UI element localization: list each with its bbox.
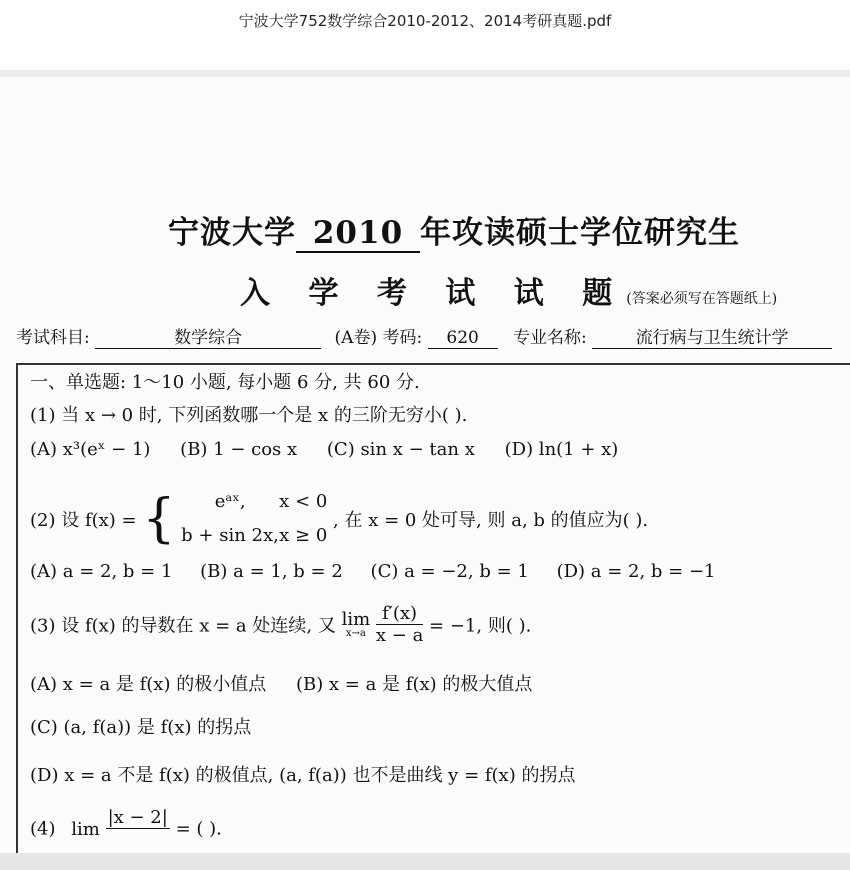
q2-option-d: (D) a = 2, b = −1: [556, 561, 716, 582]
header-suffix: 年攻读硕士学位研究生: [420, 215, 740, 251]
q2-prefix: (2) 设 f(x) =: [30, 510, 137, 532]
question-3-stem: [30, 603, 531, 646]
q2-suffix: , 在 x = 0 处可导, 则 a, b 的值应为( ).: [333, 510, 649, 532]
q1-option-d: (D) ln(1 + x): [504, 439, 619, 460]
q3-limit: lim x→a: [341, 608, 371, 639]
q3-prefix: (3) 设 f(x) 的导数在 x = a 处连续, 又: [30, 615, 336, 637]
university-name: 宁波大学: [168, 215, 296, 251]
question-2-stem: [30, 485, 648, 553]
question-1-options: [30, 439, 618, 460]
subtitle-note: (答案必须写在答题纸上): [626, 291, 778, 307]
q4-suffix: = ( ).: [175, 818, 222, 840]
pdf-page: [0, 77, 850, 853]
q4-fraction: |x − 2|: [107, 807, 168, 828]
q1-option-c: (C) sin x − tan x: [326, 439, 475, 460]
piecewise-cases: eᵃˣ, x < 0 b + sin 2x,x ≥ 0: [181, 491, 328, 547]
subject-value: 数学综合: [95, 323, 321, 349]
q1-option-b: (B) 1 − cos x: [180, 439, 298, 460]
q2-option-a: (A) a = 2, b = 1: [30, 561, 173, 582]
q2-option-c: (C) a = −2, b = 1: [370, 561, 529, 582]
question-3-option-row-1: [30, 670, 532, 696]
q3-option-d: (D) x = a 不是 f(x) 的极值点, (a, f(a)) 也不是曲线 y = f(x) 的拐点: [30, 765, 576, 786]
question-2-options: [30, 561, 716, 582]
major-value: 流行病与卫生统计学: [592, 323, 832, 349]
q4-limit: lim: [71, 818, 100, 840]
q3-option-a: (A) x = a 是 f(x) 的极小值点: [30, 674, 267, 695]
q3-suffix: = −1, 则( ).: [429, 615, 532, 637]
q3-fraction: $\frac{f'(x)}{x - a}$: [375, 603, 424, 646]
viewer-title-bar: [0, 0, 850, 70]
section-heading: 一、单选题: 1～10 小题, 每小题 6 分, 共 60 分.: [30, 372, 420, 393]
major-label: 专业名称:: [513, 328, 587, 348]
brace-glyph: {: [142, 489, 176, 550]
exam-subtitle: 入 学 考 试 试 题(答案必须写在答题纸上): [240, 276, 778, 311]
q4-prefix: (4): [30, 818, 56, 840]
q1-option-a: (A) x³(eˣ − 1): [30, 439, 151, 460]
viewer-footer-bar: [0, 853, 850, 870]
subject-label: 考试科目:: [16, 328, 90, 348]
exam-year: 2010: [296, 215, 420, 253]
q3-option-c: (C) (a, f(a)) 是 f(x) 的拐点: [30, 717, 252, 738]
toolbar-separator: [0, 70, 850, 77]
question-4-stem: [30, 807, 222, 851]
paper-label: (A卷) 考码:: [334, 328, 423, 348]
q3-option-b: (B) x = a 是 f(x) 的极大值点: [295, 674, 533, 695]
exam-header: [168, 207, 740, 253]
exam-info-row: [16, 323, 832, 349]
document-title: 宁波大学752数学综合2010-2012、2014考研真题.pdf: [238, 12, 612, 30]
question-1-stem: (1) 当 x → 0 时, 下列函数哪一个是 x 的三阶无穷小( ).: [30, 405, 468, 426]
code-value: 620: [428, 328, 498, 349]
q2-option-b: (B) a = 1, b = 2: [200, 561, 343, 582]
